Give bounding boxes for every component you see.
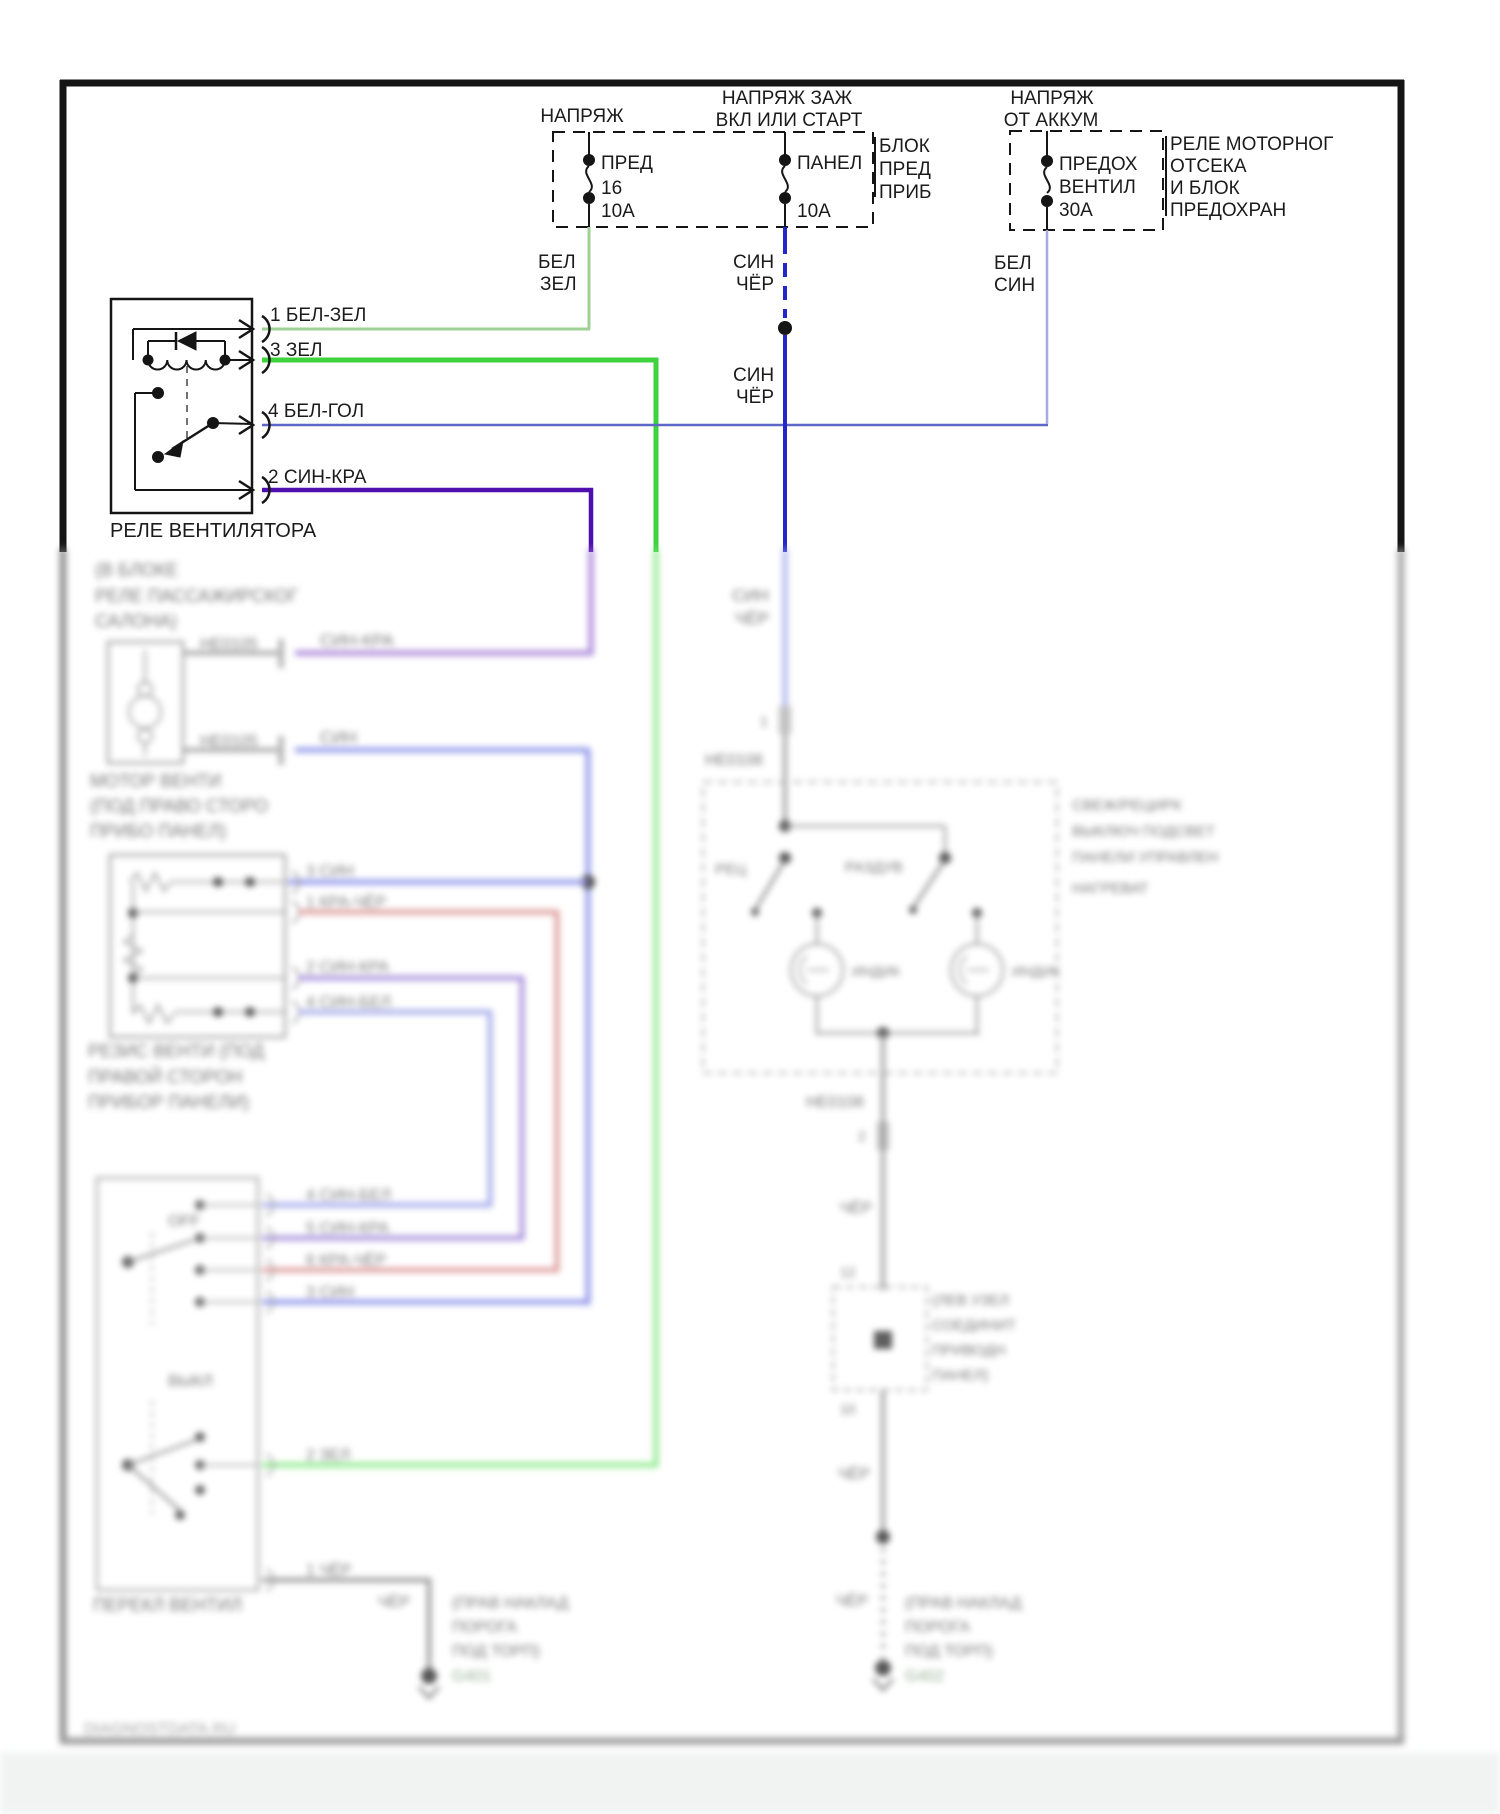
sharp-layer <box>60 80 1404 552</box>
fuse2-rating: 10А <box>797 201 831 222</box>
heater-caption-4: НАГРЕВАТ <box>1072 880 1149 897</box>
ground-left-chevron <box>419 1687 439 1698</box>
lamp1-label: ИНДИК <box>852 963 900 979</box>
chyor-label-1: ЧЁР <box>840 1200 873 1217</box>
resistor-zigzag-top <box>130 873 171 891</box>
motor-caption-1: МОТОР ВЕНТИ <box>90 771 222 791</box>
fuse1-dot-top <box>583 154 595 166</box>
switch-caption: ПЕРЕКЛ ВЕНТИЛ <box>93 1595 243 1615</box>
lamp2-glyph-arc <box>960 956 967 984</box>
relay-title: РЕЛЕ ВЕНТИЛЯТОРА <box>110 520 317 542</box>
label-battery-1: НАПРЯЖ <box>1010 88 1094 109</box>
ground-right-caption-3: ПОД ТОРП) <box>905 1643 993 1660</box>
relay-location-1: (В БЛОКЕ <box>95 560 179 580</box>
relay-blade-arrow <box>165 441 183 457</box>
switch-pin-label-2: 5 СИН-КРА <box>306 1220 389 1237</box>
relay-diode-triangle <box>178 332 196 350</box>
ground-right-chevron <box>873 1679 893 1690</box>
inline-pin-10: 10 <box>840 1401 856 1417</box>
wirelabel-bel-sin-2: СИН <box>994 275 1036 296</box>
resistor-pin3-label: 3 СИН <box>306 863 354 880</box>
relay-location-3: САЛОНА) <box>95 611 177 631</box>
heater-caption-1: СВЕЖ/РЕЦИРК <box>1072 797 1182 814</box>
label-ignition-2: ВКЛ ИЛИ СТАРТ <box>715 110 863 131</box>
watermark: DIAGNOSTDATA.RU <box>84 1721 236 1738</box>
resistor-top-dot1 <box>213 877 223 887</box>
heater-blade-right-end <box>909 906 917 914</box>
relay-pin3-label: 3 ЗЕЛ <box>270 340 323 361</box>
heater-switch-label-1: РЕЦ <box>715 861 747 878</box>
switch-contact-7 <box>195 1485 205 1495</box>
relay-pin4-label: 4 БЕЛ-ГОЛ <box>268 401 365 422</box>
switch-blade-upper <box>128 1240 194 1262</box>
heater-caption-3: ПАНЕЛИ УПРАВЛЕН <box>1072 849 1219 866</box>
fusebox-panel-label-3: ПРИБ <box>879 182 932 203</box>
fuse1-number: 16 <box>601 178 623 199</box>
heater-blade-left <box>755 860 785 910</box>
heater-pin-number: 1 <box>760 713 768 729</box>
fuse3-dot-top <box>1041 155 1053 167</box>
lamp1-glyph-arc <box>800 956 807 984</box>
heater-connector-code: НЕ0108 <box>705 752 763 769</box>
resistor-pin1-label: 1 КРА-ЧЁР <box>306 894 387 911</box>
ground-left-dot <box>421 1668 437 1684</box>
switch-contact-5 <box>195 1432 205 1442</box>
switch-pin-label-4: 3 СИН <box>306 1284 354 1301</box>
wirelabel-bel-zel-2: ЗЕЛ <box>540 274 577 295</box>
motor-caption-2: (ПОД ПРАВО СТОРО <box>90 796 269 816</box>
ground-right-caption-1: (ПРАВ НАКЛАД <box>905 1595 1022 1612</box>
heater-wirelabel-1: СИН <box>732 586 769 605</box>
wirelabel-sin-chyor-a1: СИН <box>733 252 775 273</box>
fuse1-rating: 10А <box>601 201 635 222</box>
fuse3-element <box>1044 167 1050 193</box>
ground-left-caption-1: (ПРАВ НАКЛАД <box>452 1595 569 1612</box>
blur-layer <box>0 548 1500 1814</box>
ground-left-caption-3: ПОД ТОРП) <box>452 1643 540 1660</box>
resistor-caption-3: ПРИБОР ПАНЕЛИ) <box>88 1092 250 1112</box>
relay-pin1-label: 1 БЕЛ-ЗЕЛ <box>270 305 367 326</box>
ground-left-caption-2: ПОРОГА <box>452 1619 517 1636</box>
chyor-junction <box>876 1530 890 1544</box>
fuse2-element <box>782 166 788 192</box>
resistor-zigzag-bottom <box>133 1005 174 1023</box>
motor-caption-3: ПРИБО ПАНЕЛ) <box>90 821 227 841</box>
page-bottom-band <box>0 1752 1500 1814</box>
heater-blade-left-end <box>751 908 759 916</box>
motor-connector-code-1: НЕ0105 <box>200 636 258 653</box>
fuse1-dot-bottom <box>583 192 595 204</box>
fusebox-engine-label-4: ПРЕДОХРАН <box>1170 200 1287 221</box>
fuse3-dot-bottom <box>1041 195 1053 207</box>
fusebox-panel-label-2: ПРЕД <box>879 159 931 180</box>
chyor-label-2: ЧЁР <box>838 1466 871 1483</box>
fuse3-rating: 30А <box>1059 200 1093 221</box>
fuse3-name-2: ВЕНТИЛ <box>1059 177 1136 198</box>
relay-pin2-label: 2 СИН-КРА <box>268 467 367 488</box>
motor-body <box>129 696 161 728</box>
fuse2-name: ПАНЕЛ <box>797 153 863 174</box>
switch-blade-lower-1 <box>128 1440 196 1465</box>
ground-left-wirelabel: ЧЁР <box>378 1594 411 1611</box>
chyor-label-3: ЧЁР <box>836 1593 869 1610</box>
motor-terminal-top <box>138 682 152 696</box>
switch-blade-lower-2 <box>128 1465 182 1512</box>
label-voltage-left: НАПРЯЖ <box>540 106 624 127</box>
resistor-bottom-dot1 <box>213 1007 223 1017</box>
label-battery-2: ОТ АККУМ <box>1003 110 1099 131</box>
relay-pin4-wire <box>213 423 252 424</box>
fuse3-name-1: ПРЕДОХ <box>1059 154 1138 175</box>
switch-pin-label-6: 1 ЧЁР <box>306 1562 352 1579</box>
fusebox-panel-label-1: БЛОК <box>879 136 930 157</box>
switch-pin-label-5: 2 ЗЕЛ <box>306 1447 351 1464</box>
heater-switch-label-2: РАЗДУВ <box>845 859 903 876</box>
resistor-top-dot2 <box>245 877 255 887</box>
relay-contact-lower <box>152 451 164 463</box>
inline-component <box>874 1331 892 1349</box>
relay-location-2: РЕЛЕ ПАССАЖИРСКОГ <box>95 586 299 606</box>
switch-vykl-label: ВЫКЛ <box>168 1373 213 1390</box>
fusebox-engine-label-2: ОТСЕКА <box>1170 156 1247 177</box>
lamp2-label: ИНДИК <box>1012 963 1060 979</box>
heater-out-pin: 2 <box>858 1128 866 1144</box>
wirelabel-sin-chyor-a2: ЧЁР <box>736 274 775 295</box>
wirelabel-sin-chyor-b1: СИН <box>733 365 775 386</box>
switch-pin-label-3: 6 КРА-ЧЁР <box>306 1252 387 1269</box>
ground-right-caption-2: ПОРОГА <box>905 1619 970 1636</box>
inline-caption-2: СОЕДИНИТ <box>932 1317 1016 1334</box>
motor-terminal-bottom <box>138 729 152 743</box>
resistor-pin2-label: 2 СИН-КРА <box>306 959 389 976</box>
fusebox-engine-label-1: РЕЛЕ МОТОРНОГ <box>1170 134 1334 155</box>
inline-caption-1: (ЛЕВ УЗЕЛ <box>932 1292 1010 1309</box>
fuse1-name: ПРЕД <box>601 153 653 174</box>
switch-pin-label-1: 4 СИН-БЕЛ <box>306 1187 391 1204</box>
fuse1-element <box>586 166 592 192</box>
inline-pin-12: 12 <box>840 1264 856 1280</box>
heater-wirelabel-2: ЧЁР <box>735 609 770 628</box>
motor-connector-code-2: НЕ0105 <box>200 733 258 750</box>
fusebox-engine-label-3: И БЛОК <box>1170 178 1240 199</box>
inline-caption-3: ПРИВОДН <box>932 1342 1006 1359</box>
motor-wirelabel-1: СИН-КРА <box>320 631 394 650</box>
inline-caption-4: ПАНЕЛ) <box>932 1367 989 1384</box>
resistor-pin4-label: 4 СИН-БЕЛ <box>306 994 391 1011</box>
wirelabel-bel-zel-1: БЕЛ <box>538 252 576 273</box>
motor-wirelabel-2: СИН <box>320 728 357 747</box>
ground-right-dot <box>875 1660 891 1676</box>
resistor-caption-1: РЕЗИС ВЕНТИ (ПОД <box>88 1041 265 1061</box>
ground-right-code: G402 <box>905 1668 945 1685</box>
fuse2-dot-top <box>779 154 791 166</box>
heater-blade-right <box>913 860 945 908</box>
heater-connector-bar <box>779 706 791 734</box>
resistor-caption-2: ПРАВОЙ СТОРОН <box>88 1067 243 1087</box>
switch-off-label: OFF <box>168 1213 200 1230</box>
heater-caption-2: ВЫКЛЮЧ ПОДСВЕТ <box>1072 823 1215 840</box>
fuse2-dot-bottom <box>779 192 791 204</box>
label-ignition-1: НАПРЯЖ ЗАЖ <box>721 88 853 109</box>
heater-out-connector-code: НЕ0108 <box>806 1094 864 1111</box>
wirelabel-sin-chyor-b2: ЧЁР <box>736 387 775 408</box>
resistor-bottom-dot2 <box>245 1007 255 1017</box>
wirelabel-bel-sin-1: БЕЛ <box>994 253 1032 274</box>
ground-left-code: G401 <box>452 1668 492 1685</box>
wire-sin-chyor-junction <box>778 321 792 335</box>
